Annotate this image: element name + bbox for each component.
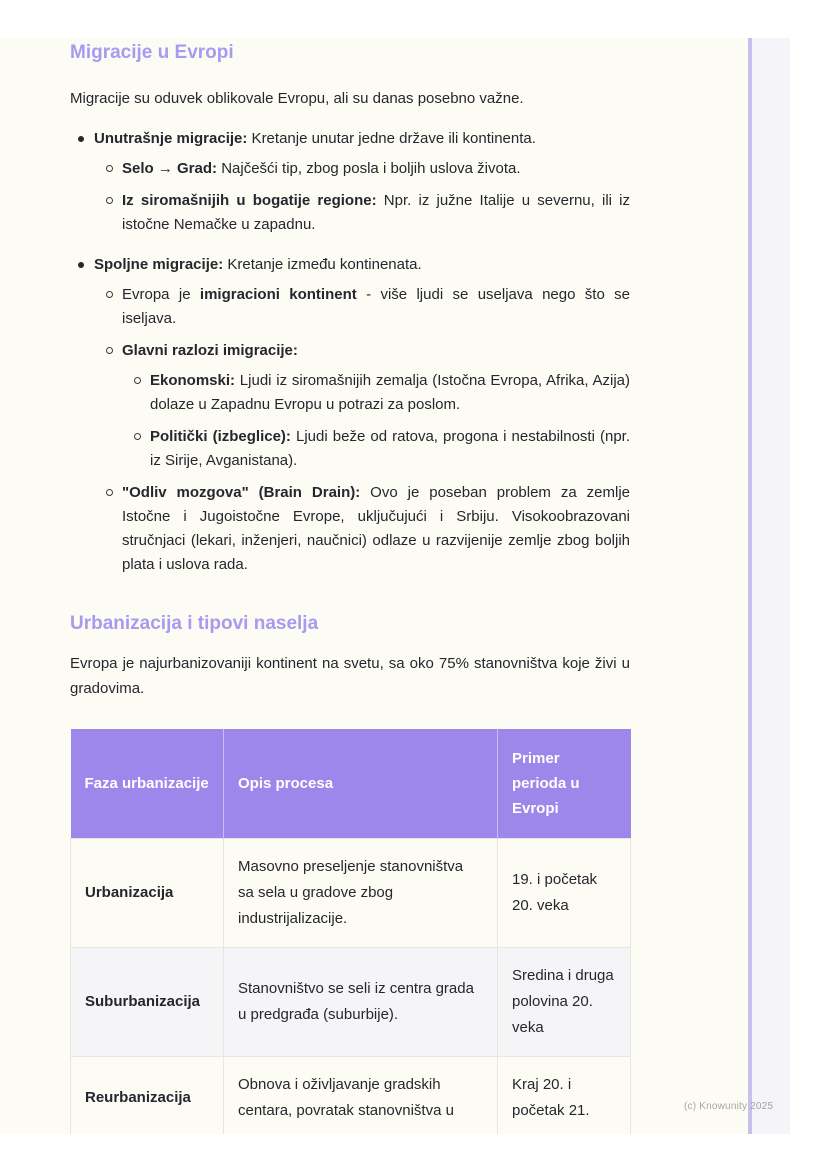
table-header-cell: Primer perioda u Evropi bbox=[498, 729, 631, 839]
list-item-text: - više ljudi se useljava nego što se iseljava. bbox=[122, 286, 630, 327]
list-item-text: Ljudi iz siromašnijih zemalja (Istočna Evropa, Afrika, Azija) dolaze u Zapadnu Evropu u potrazi za poslom. bbox=[150, 372, 630, 413]
table-cell-period: Sredina i druga polovina 20. veka bbox=[498, 948, 631, 1057]
list-item-lead: Unutrašnje migracije: bbox=[94, 130, 248, 147]
table-row bbox=[71, 948, 631, 1057]
table-cell-phase: Urbanizacija bbox=[71, 839, 224, 948]
list-item-lead: Ekonomski: bbox=[150, 372, 236, 389]
urbanization-table-wrap bbox=[70, 729, 630, 1134]
list-item-text: Ovo je poseban problem za zemlje Istočne i Jugoistočne Evrope, uključujući i Srbiju. Visokoobrazovani stručnjaci (lekari, inženjeri, naučnici) odlaze u razvijenije zemlje zbog boljih plata i uslova rada. bbox=[122, 484, 630, 573]
table-row bbox=[71, 839, 631, 948]
list-item-text: Kretanje između kontinenata. bbox=[223, 256, 422, 273]
list-item-text: Najčešći tip, zbog posla i boljih uslova života. bbox=[217, 160, 521, 177]
list-item-lead: Glavni razlozi imigracije: bbox=[122, 342, 298, 359]
list-item-text: Npr. iz južne Italije u severnu, ili iz istočne Nemačke u zapadnu. bbox=[122, 192, 630, 233]
table-cell-description: Stanovništvo se seli iz centra grada u predgrađa (suburbije). bbox=[224, 948, 498, 1057]
nested-list bbox=[94, 157, 630, 237]
page-content bbox=[70, 40, 630, 1134]
nested-list bbox=[94, 283, 630, 577]
nested-list bbox=[122, 369, 630, 473]
side-margin-panel bbox=[752, 38, 790, 1134]
table-header-row bbox=[71, 729, 631, 839]
list-item bbox=[150, 369, 630, 417]
table-cell-period: 19. i početak 20. veka bbox=[498, 839, 631, 948]
list-item bbox=[94, 127, 630, 237]
list-item bbox=[122, 339, 630, 473]
migration-list bbox=[70, 127, 630, 577]
list-item-lead: Spoljne migracije: bbox=[94, 256, 224, 273]
list-item-text: Evropa je bbox=[122, 286, 200, 303]
list-item-text: Kretanje unutar jedne države ili kontinenta. bbox=[247, 130, 536, 147]
table-cell-phase: Reurbanizacija bbox=[71, 1057, 224, 1135]
list-item bbox=[122, 481, 630, 577]
list-item bbox=[94, 253, 630, 577]
table-row bbox=[71, 1057, 631, 1135]
watermark: (c) Knowunity 2025 bbox=[684, 1101, 774, 1112]
intro-paragraph-migracije: Migracije su oduvek oblikovale Evropu, ali su danas posebno važne. bbox=[70, 90, 524, 107]
list-item-lead: Selo → Grad: bbox=[122, 160, 218, 177]
table-header-cell: Opis procesa bbox=[224, 729, 498, 839]
list-item-lead: "Odliv mozgova" (Brain Drain): bbox=[122, 484, 361, 501]
list-item-lead: Iz siromašnijih u bogatije regione: bbox=[122, 192, 377, 209]
document-page bbox=[0, 38, 748, 1134]
table-cell-period: Kraj 20. i početak 21. bbox=[498, 1057, 631, 1135]
section-heading-urbanizacija: Urbanizacija i tipovi naselja bbox=[70, 613, 319, 634]
table-header-cell: Faza urbanizacije bbox=[71, 729, 224, 839]
urbanization-table bbox=[70, 729, 631, 1134]
table-body bbox=[71, 839, 631, 1135]
list-item bbox=[122, 157, 630, 181]
list-item-lead: imigracioni kontinent bbox=[199, 286, 357, 303]
list-item bbox=[122, 189, 630, 237]
intro-paragraph-urbanizacija: Evropa je najurbanizovaniji kontinent na svetu, sa oko 75% stanovništva koje živi u gradovima. bbox=[70, 655, 630, 697]
table-cell-description: Masovno preseljenje stanovništva sa sela u gradove zbog industrijalizacije. bbox=[224, 839, 498, 948]
list-item-text: Ljudi beže od ratova, progona i nestabilnosti (npr. iz Sirije, Avganistana). bbox=[150, 428, 631, 469]
list-item bbox=[122, 283, 630, 331]
table-head bbox=[71, 729, 631, 839]
list-item bbox=[150, 425, 630, 473]
list-item-lead: Politički (izbeglice): bbox=[150, 428, 291, 445]
table-cell-description: Obnova i oživljavanje gradskih centara, povratak stanovništva u bbox=[224, 1057, 498, 1135]
table-cell-phase: Suburbanizacija bbox=[71, 948, 224, 1057]
section-heading-migracije: Migracije u Evropi bbox=[70, 42, 234, 63]
